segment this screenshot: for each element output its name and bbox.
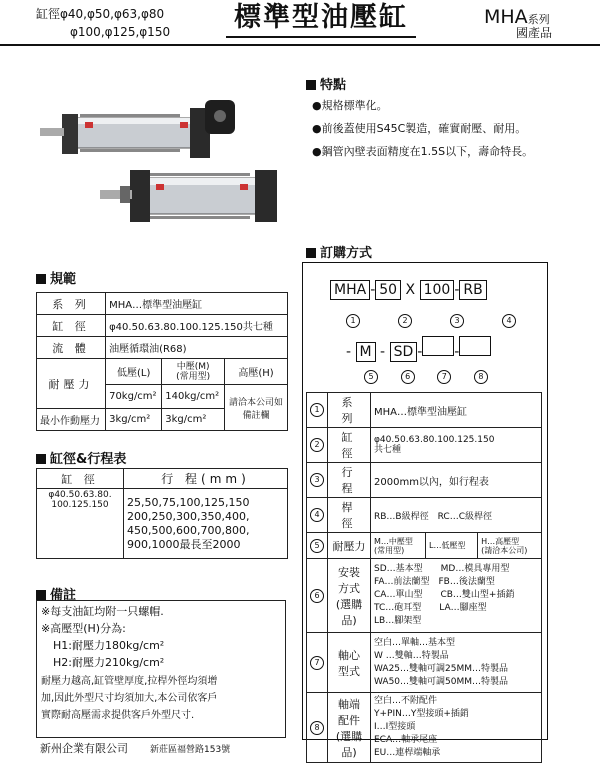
spec-series-label: 系 列 [37, 293, 106, 315]
order-nums1 [346, 314, 516, 328]
order-value: φ40.50.63.80.100.125.150 共七種 [371, 428, 542, 463]
note-line: 實際耐高壓需求提供客戶外型尺寸. [41, 710, 195, 721]
stroke-table [36, 468, 288, 559]
code-stroke: 100 [420, 280, 455, 300]
made-in-label: 國產品 [516, 26, 553, 40]
code-times: X [405, 282, 416, 298]
notes-heading: 備註 [36, 584, 76, 603]
order-value: 空白…單軸…基本型 W …雙軸…特製品 WA25…雙軸可調25MM…特製品 WA50…雙軸可調50MM…特製品 [371, 633, 542, 693]
order-value: H…高壓型 (請洽本公司) [478, 533, 542, 559]
num-7: 7 [437, 370, 451, 384]
note-line: H1:耐壓力180kg/cm² [53, 639, 165, 652]
feature-item: ●規格標準化。 [312, 99, 388, 112]
footer-company: 新州企業有限公司 [40, 742, 128, 755]
num-8: 8 [474, 370, 488, 384]
num-1: 1 [346, 314, 360, 328]
spec-table [36, 292, 288, 431]
spec-bore-value: φ40.50.63.80.100.125.150共七種 [106, 315, 288, 337]
note-line: H2:耐壓力210kg/cm² [53, 656, 165, 669]
stroke-col-stroke: 行 程(mm) [124, 469, 288, 489]
order-table: 1 系 列 MHA…標準型油壓缸 2 缸 徑 φ40.50.63.80.100.125.150 共七種 3 行 程 2000mm以內，如行程表 4 桿 徑 RB…B級桿徑 RC…C級桿徑 5 耐壓力 M…中壓型 (常用型) L…低壓型 H…高壓型 (請洽本公司) 6 安裝 方式 (選購品) SD…基本型 MD…模具專用型 FA…前法蘭型 FB…後法蘭型 CA…單山型 CB…雙山型+插銷 TC…砲耳型 LA…腳座型 LB…腳架型 7 軸心 型式 空白…單軸…基本型 W …雙軸…特製品 WA25…雙軸可調25MM…特製品 WA50…雙軸可調50MM…特製品 8 軸端 配件 (選購品) 空白…不附配件 Y+PIN…Y型接頭+插銷 I…I型接頭 ECA…軸承尾座 EU…連桿端軸承 [306, 392, 542, 763]
order-label: 軸端 配件 (選購品) [328, 693, 371, 763]
order-label: 系 列 [328, 393, 371, 428]
order-value: 2000mm以內，如行程表 [371, 463, 542, 498]
product-photo [40, 78, 290, 238]
code-pressure: M [356, 342, 376, 362]
num-5: 5 [364, 370, 378, 384]
footer-address: 新莊區福營路153號 [150, 745, 231, 755]
spec-fluid-value: 油壓循環油(R68) [106, 337, 288, 359]
order-label: 桿 徑 [328, 498, 371, 533]
spec-bore-label: 缸 徑 [37, 315, 106, 337]
order-value: RB…B級桿徑 RC…C級桿徑 [371, 498, 542, 533]
feature-item: ●前後蓋使用S45C製造，確實耐壓、耐用。 [312, 122, 527, 135]
code-mount: SD [390, 342, 418, 362]
model-suffix: 系列 [527, 13, 550, 26]
stroke-values: 25,50,75,100,125,150 200,250,300,350,400, 450,500,600,700,800, 900,1000最長至2000 [124, 489, 288, 559]
order-value: SD…基本型 MD…模具專用型 FA…前法蘭型 FB…後法蘭型 CA…單山型 CB…雙山型+插銷 TC…砲耳型 LA…腳座型 LB…腳架型 [371, 559, 542, 633]
spec-fluid-label: 流 體 [37, 337, 106, 359]
spec-min-low: 3kg/cm² [106, 409, 162, 431]
spec-high-value: 請洽本公司如備註欄 [225, 385, 288, 431]
num-6: 6 [401, 370, 415, 384]
spec-heading: 規範 [36, 268, 76, 287]
spec-series-value: MHA…標準型油壓缸 [106, 293, 288, 315]
spec-mid-head: 中壓(M) [176, 361, 210, 372]
code-bore: 50 [375, 280, 401, 300]
spec-mid-head-note: (常用型) [176, 371, 211, 382]
spec-mid-value: 140kg/cm² [162, 385, 225, 409]
spec-high-head: 高壓(H) [225, 359, 288, 385]
spec-min-pressure-label: 最小作動壓力 [37, 409, 106, 431]
num-2: 2 [398, 314, 412, 328]
spec-min-mid: 3kg/cm² [162, 409, 225, 431]
order-value: MHA…標準型油壓缸 [371, 393, 542, 428]
order-label: 軸心 型式 [328, 633, 371, 693]
header-bore-line2: φ100,φ125,φ150 [70, 25, 171, 39]
features-heading: 特點 [306, 74, 346, 93]
order-label: 耐壓力 [328, 533, 371, 559]
num-4: 4 [502, 314, 516, 328]
note-line: ※高壓型(H)分為: [41, 622, 126, 635]
order-value: L…低壓型 [426, 533, 478, 559]
order-heading: 訂購方式 [306, 242, 372, 261]
model-code: MHA [484, 6, 528, 28]
order-code-row2: - M - SD - - [346, 336, 491, 362]
header-divider [0, 44, 600, 46]
features-list [312, 94, 533, 163]
order-label: 缸 徑 [328, 428, 371, 463]
spec-low-head: 低壓(L) [106, 359, 162, 385]
page-title: 標準型油壓缸 [226, 2, 416, 38]
note-line: 加,因此外型尺寸均須加大,本公司依客戶 [41, 693, 218, 704]
feature-item: ●鋼管內壁表面精度在1.5S以下，壽命特長。 [312, 145, 534, 158]
note-line: 耐壓力越高,缸管壁厚度,拉桿外徑均須增 [41, 676, 218, 687]
code-axis [422, 336, 454, 356]
stroke-heading: 缸徑&行程表 [36, 448, 126, 467]
stroke-bores: φ40.50.63.80. 100.125.150 [37, 489, 124, 559]
notes-box [36, 600, 286, 738]
header-bore-line1: 缸徑φ40,φ50,φ63,φ80 [36, 7, 165, 21]
order-value: 空白…不附配件 Y+PIN…Y型接頭+插銷 I…I型接頭 ECA…軸承尾座 EU…連桿端軸承 [371, 693, 542, 763]
note-line: ※每支油缸均附一只螺帽. [41, 605, 164, 618]
code-rod: RB [459, 280, 486, 300]
order-code-row1: MHA - 50 X 100 - RB [330, 280, 487, 300]
order-label: 行 程 [328, 463, 371, 498]
order-nums2 [364, 370, 488, 384]
stroke-col-bore: 缸 徑 [37, 469, 124, 489]
spec-low-value: 70kg/cm² [106, 385, 162, 409]
order-value: M…中壓型 (常用型) [371, 533, 426, 559]
order-label: 安裝 方式 (選購品) [328, 559, 371, 633]
code-series: MHA [330, 280, 370, 300]
num-3: 3 [450, 314, 464, 328]
code-accessory [459, 336, 491, 356]
spec-pressure-label: 耐壓力 [37, 359, 106, 409]
